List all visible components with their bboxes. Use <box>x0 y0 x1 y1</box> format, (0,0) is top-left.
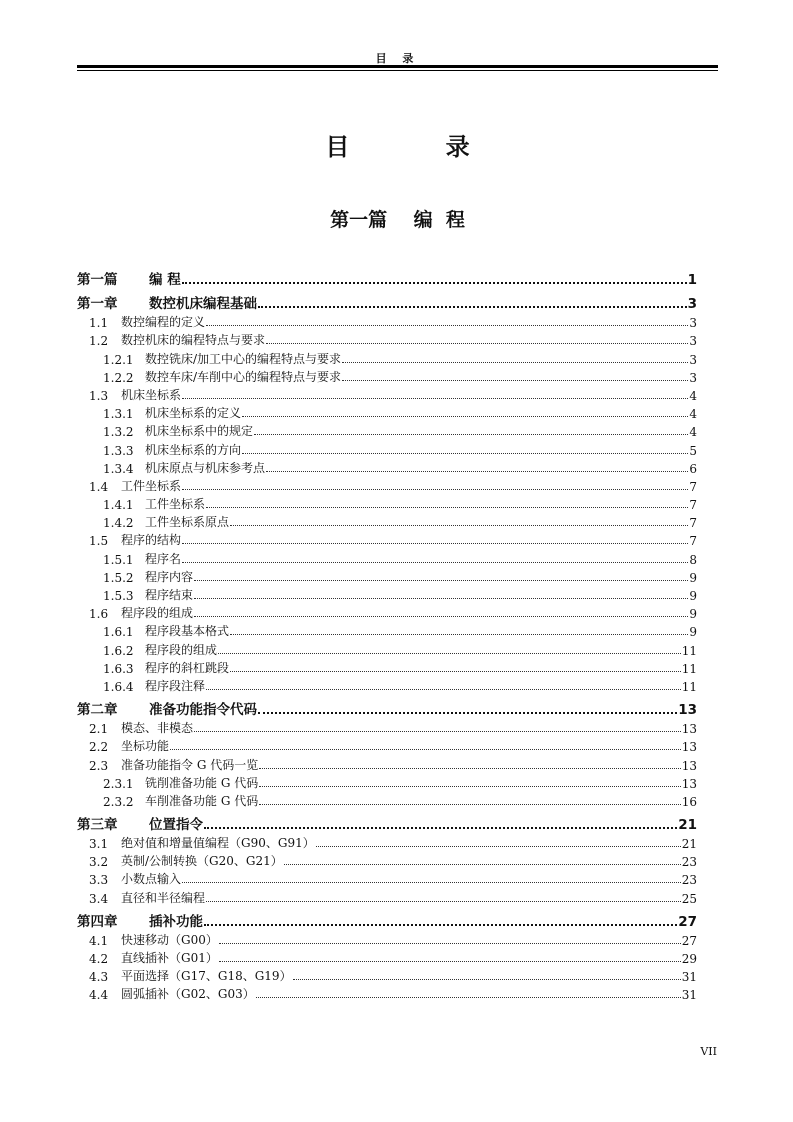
toc-entry-number: 1.3.3 <box>103 443 134 458</box>
dot-leader <box>230 670 681 672</box>
toc-entry-number: 1.5.3 <box>103 589 134 603</box>
toc-entry-title: 工件坐标系原点 <box>145 515 230 530</box>
toc-section-entry[interactable] <box>77 658 697 676</box>
toc-entry-page: 23 <box>681 873 697 888</box>
toc-section-entry[interactable] <box>77 530 697 548</box>
dot-leader <box>170 748 681 750</box>
toc-entry-title: 程序段注释 <box>145 678 206 693</box>
toc-section-entry[interactable] <box>77 754 697 772</box>
page-title: 目 录 <box>325 133 514 161</box>
toc-entry-number: 3.4 <box>89 891 109 906</box>
toc-entry-title: 准备功能指令 G 代码一览 <box>121 757 259 772</box>
toc-entry-number: 第三章 <box>77 816 118 833</box>
toc-entry-number: 1.5 <box>89 534 109 549</box>
toc-entry-number: 1.3.4 <box>103 461 134 476</box>
toc-entry-page: 4 <box>689 425 697 440</box>
toc-section-entry[interactable] <box>77 385 697 403</box>
toc-entry-page: 3 <box>687 296 697 312</box>
toc-entry-title: 平面选择（G17、G18、G19） <box>121 969 292 984</box>
toc-entry-page: 7 <box>689 534 697 549</box>
toc-entry-title: 直径和半径编程 <box>121 890 206 905</box>
toc-section-entry[interactable] <box>77 512 697 530</box>
toc-entry-title: 准备功能指令代码 <box>149 701 257 718</box>
dot-leader <box>218 652 681 654</box>
toc-entry-page: 27 <box>681 933 697 948</box>
toc-section-entry[interactable] <box>77 887 697 905</box>
dot-leader <box>182 281 687 284</box>
dot-leader <box>266 342 688 344</box>
toc-entry-page: 11 <box>681 643 697 658</box>
dot-leader <box>259 803 681 805</box>
toc-entry-number: 1.3.1 <box>103 407 134 422</box>
toc-section-entry[interactable] <box>77 966 697 984</box>
toc-entry-page: 31 <box>681 970 697 985</box>
toc-section-entry[interactable] <box>77 930 697 948</box>
toc-entry-number: 2.2 <box>89 740 109 755</box>
dot-leader <box>206 324 688 326</box>
toc-section-entry[interactable] <box>77 948 697 966</box>
toc-entry-number: 2.1 <box>89 722 109 737</box>
dot-leader <box>316 845 681 847</box>
toc-chapter-entry[interactable] <box>77 694 697 718</box>
toc-section-entry[interactable] <box>77 791 697 809</box>
toc-entry-page: 13 <box>681 740 697 755</box>
dot-leader <box>254 433 688 435</box>
toc-section-entry[interactable] <box>77 984 697 1002</box>
toc-entry-title: 编 程 <box>149 272 181 288</box>
dot-leader <box>182 397 688 399</box>
dot-leader <box>194 579 688 581</box>
toc-entry-number: 第二章 <box>77 701 118 718</box>
toc-entry-number: 1.3 <box>89 388 109 403</box>
toc-entry-number: 第一章 <box>77 296 118 312</box>
toc-entry-page: 13 <box>678 701 697 718</box>
toc-entry-title: 工件坐标系 <box>145 497 206 512</box>
dot-leader <box>194 597 688 599</box>
dot-leader <box>182 561 688 563</box>
dot-leader <box>259 767 681 769</box>
toc-entry-number: 1.4 <box>89 479 109 494</box>
toc-chapter-entry[interactable] <box>77 264 697 288</box>
toc-section-entry[interactable] <box>77 421 697 439</box>
toc-entry-page: 11 <box>681 661 697 676</box>
dot-leader <box>182 488 688 490</box>
toc-entry-page: 29 <box>681 952 697 966</box>
dot-leader <box>182 542 688 544</box>
toc-entry-number: 1.6.4 <box>103 679 134 694</box>
toc-entry-title: 直线插补（G01） <box>121 951 218 965</box>
toc-entry-page: 21 <box>681 837 697 852</box>
toc-entry-page: 21 <box>678 816 697 833</box>
toc-entry-number: 2.3 <box>89 758 109 773</box>
toc-entry-title: 程序名 <box>145 551 182 566</box>
toc-section-entry[interactable] <box>77 348 697 366</box>
toc-section-entry[interactable] <box>77 312 697 330</box>
toc-chapter-entry[interactable] <box>77 906 697 930</box>
toc-entry-number: 1.5.1 <box>103 552 134 567</box>
dot-leader <box>182 881 681 883</box>
toc-entry-page: 7 <box>689 516 697 531</box>
toc-entry-page: 23 <box>681 855 697 870</box>
toc-entry-number: 1.4.1 <box>103 498 134 513</box>
toc-entry-page: 6 <box>689 461 697 476</box>
dot-leader <box>204 826 677 829</box>
toc-entry-title: 程序的结构 <box>121 533 182 548</box>
toc-entry-title: 工件坐标系 <box>121 478 182 493</box>
toc-entry-page: 9 <box>689 607 697 622</box>
toc-entry-title: 小数点输入 <box>121 872 182 887</box>
toc-entry-number: 1.2 <box>89 334 109 349</box>
toc-entry-title: 程序段基本格式 <box>145 624 230 639</box>
toc-section-entry[interactable] <box>77 869 697 887</box>
toc-entry-number: 3.2 <box>89 855 109 870</box>
toc-entry-title: 英制/公制转换（G20、G21） <box>121 854 283 869</box>
toc-entry-page: 31 <box>681 988 697 1003</box>
toc-entry-page: 9 <box>689 589 697 603</box>
toc-entry-page: 9 <box>689 570 697 585</box>
toc-entry-number: 1.6.2 <box>103 643 134 658</box>
toc-entry-title: 机床坐标系的方向 <box>145 442 242 457</box>
toc-entry-page: 13 <box>681 722 697 737</box>
toc-section-entry[interactable] <box>77 736 697 754</box>
toc-entry-page: 3 <box>689 316 697 331</box>
dot-leader <box>206 506 688 508</box>
toc-entry-number: 4.3 <box>89 970 109 985</box>
toc-entry-number: 1.6 <box>89 607 109 622</box>
dot-leader <box>206 900 681 902</box>
dot-leader <box>204 923 677 926</box>
toc-entry-page: 13 <box>681 758 697 773</box>
toc-entry-page: 25 <box>681 891 697 906</box>
dot-leader <box>242 452 688 454</box>
toc-entry-number: 1.5.2 <box>103 570 134 585</box>
toc-entry-title: 机床原点与机床参考点 <box>145 460 266 475</box>
toc-entry-title: 数控机床的编程特点与要求 <box>121 333 266 348</box>
toc-section-entry[interactable] <box>77 621 697 639</box>
toc-entry-title: 快速移动（G00） <box>121 932 218 947</box>
toc-entry-page: 4 <box>689 388 697 403</box>
toc-entry-page: 13 <box>681 776 697 791</box>
toc-entry-title: 插补功能 <box>149 913 203 930</box>
toc-entry-page: 16 <box>681 794 697 809</box>
toc-entry-page: 5 <box>689 443 697 458</box>
toc-section-entry[interactable] <box>77 833 697 851</box>
header-rule-thin <box>77 70 718 71</box>
dot-leader <box>230 633 688 635</box>
toc-section-entry[interactable] <box>77 458 697 476</box>
toc-entry-page: 3 <box>689 352 697 367</box>
toc-section-entry[interactable] <box>77 367 697 385</box>
header-rule-thick <box>77 65 718 68</box>
toc-entry-title: 程序内容 <box>145 569 194 584</box>
toc-entry-number: 2.3.1 <box>103 776 134 791</box>
toc-entry-number: 3.1 <box>89 837 109 852</box>
dot-leader <box>266 470 688 472</box>
toc-entry-number: 3.3 <box>89 873 109 888</box>
dot-leader <box>258 305 687 308</box>
toc-entry-number: 4.1 <box>89 933 109 948</box>
dot-leader <box>259 785 681 787</box>
toc-section-entry[interactable] <box>77 718 697 736</box>
toc-entry-title: 机床坐标系中的规定 <box>145 424 254 439</box>
toc-section-entry[interactable] <box>77 567 697 585</box>
toc-entry-title: 模态、非模态 <box>121 721 194 736</box>
toc-entry-title: 绝对值和增量值编程（G90、G91） <box>121 836 315 851</box>
toc-entry-number: 第一篇 <box>77 272 118 288</box>
dot-leader <box>194 730 681 732</box>
toc-section-entry[interactable] <box>77 476 697 494</box>
toc-entry-title: 铣削准备功能 G 代码 <box>145 775 259 790</box>
toc-entry-title: 位置指令 <box>149 816 203 833</box>
dot-leader <box>219 960 681 962</box>
toc-entry-number: 1.2.2 <box>103 370 134 385</box>
toc-entry-title: 程序结束 <box>145 588 194 602</box>
toc-entry-number: 1.3.2 <box>103 425 134 440</box>
toc-entry-number: 1.2.1 <box>103 352 134 367</box>
toc-entry-page: 27 <box>678 913 697 930</box>
toc-entry-number: 1.1 <box>89 316 109 331</box>
toc-entry-page: 9 <box>689 625 697 640</box>
dot-leader <box>219 942 681 944</box>
toc-entry-number: 2.3.2 <box>103 794 134 809</box>
toc-entry-number: 4.4 <box>89 988 109 1003</box>
page-number: VII <box>700 1045 717 1058</box>
toc-section-entry[interactable] <box>77 773 697 791</box>
dot-leader <box>206 688 681 690</box>
dot-leader <box>230 524 688 526</box>
toc-entry-number: 4.2 <box>89 952 109 966</box>
toc-entry-title: 数控车床/车削中心的编程特点与要求 <box>145 369 342 384</box>
dot-leader <box>284 863 681 865</box>
toc-entry-title: 机床坐标系 <box>121 387 182 402</box>
table-of-contents <box>77 264 697 1002</box>
dot-leader <box>256 996 681 998</box>
toc-entry-title: 数控编程的定义 <box>121 315 206 330</box>
toc-entry-title: 车削准备功能 G 代码 <box>145 793 259 808</box>
toc-section-entry[interactable] <box>77 851 697 869</box>
toc-section-entry[interactable] <box>77 639 697 657</box>
toc-section-entry[interactable] <box>77 548 697 566</box>
toc-entry-page: 8 <box>689 552 697 567</box>
toc-entry-title: 程序段的组成 <box>121 606 194 621</box>
toc-entry-title: 程序段的组成 <box>145 642 218 657</box>
toc-section-entry[interactable] <box>77 603 697 621</box>
toc-entry-page: 3 <box>689 334 697 349</box>
toc-entry-page: 3 <box>689 370 697 385</box>
toc-entry-page: 7 <box>689 479 697 494</box>
toc-entry-number: 1.6.1 <box>103 625 134 640</box>
toc-entry-number: 第四章 <box>77 913 118 930</box>
dot-leader <box>258 711 677 714</box>
toc-entry-title: 数控铣床/加工中心的编程特点与要求 <box>145 351 342 366</box>
dot-leader <box>194 615 688 617</box>
toc-entry-page: 1 <box>687 272 697 288</box>
toc-entry-page: 11 <box>681 679 697 694</box>
running-header: 目 录 <box>375 52 420 65</box>
toc-chapter-entry[interactable] <box>77 288 697 312</box>
toc-entry-page: 7 <box>689 498 697 513</box>
toc-section-entry[interactable] <box>77 585 697 603</box>
toc-entry-title: 程序的斜杠跳段 <box>145 660 230 675</box>
toc-section-entry[interactable] <box>77 403 697 421</box>
dot-leader <box>342 379 688 381</box>
dot-leader <box>342 361 688 363</box>
dot-leader <box>242 415 688 417</box>
toc-entry-number: 1.4.2 <box>103 516 134 531</box>
toc-section-entry[interactable] <box>77 676 697 694</box>
toc-entry-page: 4 <box>689 407 697 422</box>
toc-section-entry[interactable] <box>77 330 697 348</box>
toc-entry-title: 数控机床编程基础 <box>149 296 257 312</box>
toc-entry-title: 圆弧插补（G02、G03） <box>121 987 255 1002</box>
toc-entry-title: 坐标功能 <box>121 739 170 754</box>
toc-entry-title: 机床坐标系的定义 <box>145 406 242 421</box>
toc-entry-number: 1.6.3 <box>103 661 134 676</box>
dot-leader <box>293 978 681 980</box>
toc-chapter-entry[interactable] <box>77 809 697 833</box>
toc-section-entry[interactable] <box>77 494 697 512</box>
toc-section-entry[interactable] <box>77 439 697 457</box>
part-heading: 第一篇 编 程 <box>330 209 465 231</box>
